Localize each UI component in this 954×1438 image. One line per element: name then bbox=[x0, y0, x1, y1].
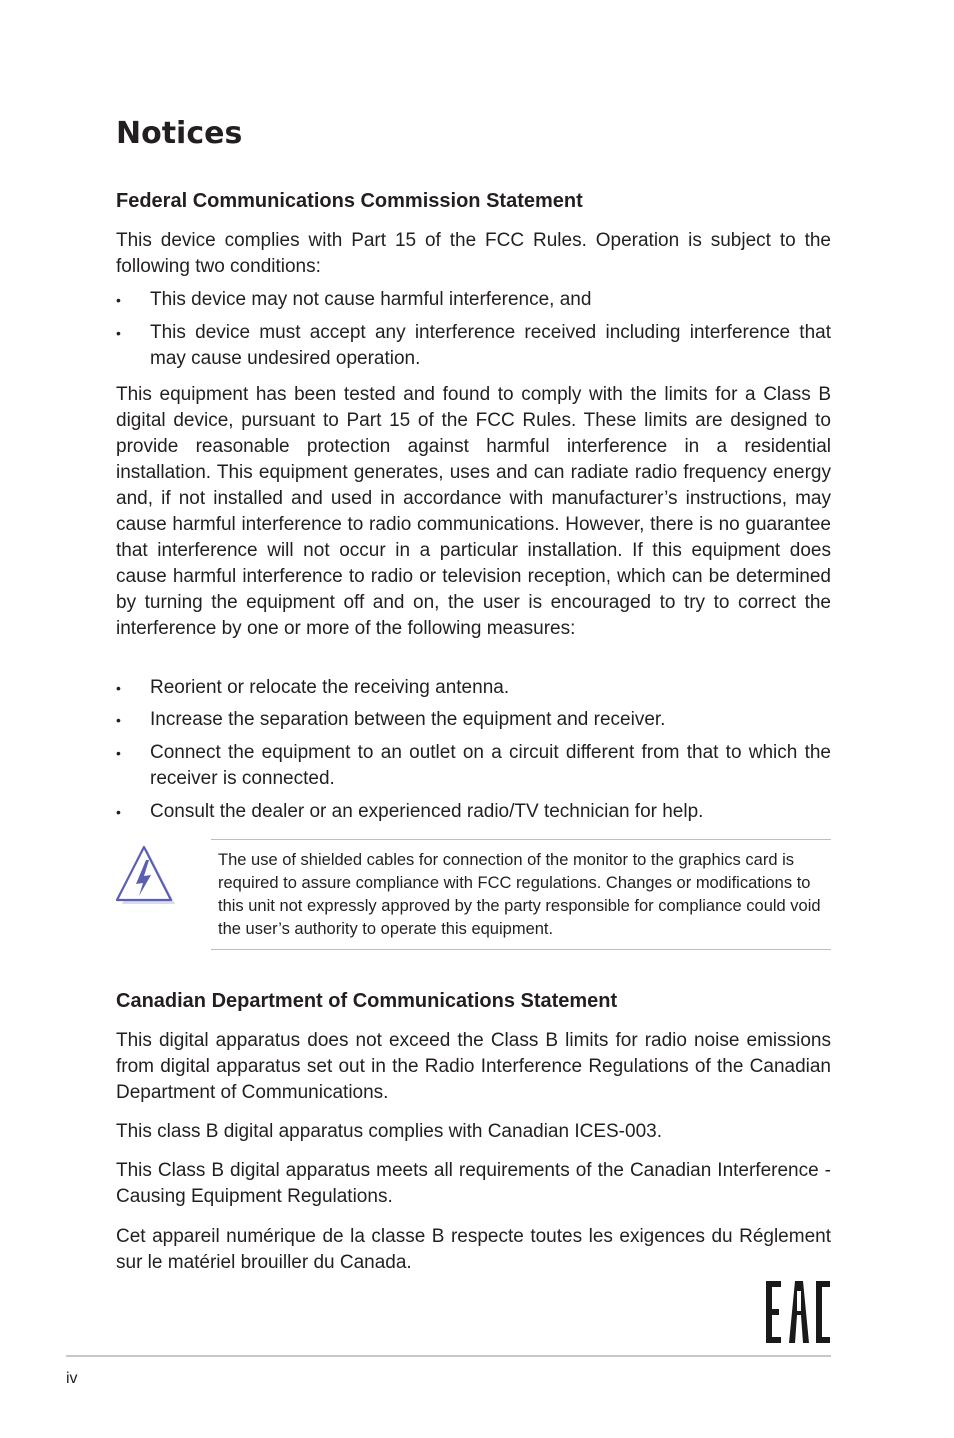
measure-text: Consult the dealer or an experienced radio/TV technician for help. bbox=[150, 801, 704, 822]
list-item bbox=[116, 287, 831, 313]
warning-triangle-lightning-icon bbox=[112, 844, 176, 906]
list-item bbox=[116, 799, 831, 825]
condition-text: This device may not cause harmful interference, and bbox=[150, 289, 592, 310]
eac-certification-mark bbox=[764, 1279, 832, 1345]
canadian-heading: Canadian Department of Communications Statement bbox=[116, 990, 618, 1012]
bullet-icon: • bbox=[116, 745, 121, 761]
footer-rule bbox=[66, 1355, 831, 1357]
warning-note-text: The use of shielded cables for connection of the monitor to the graphics card is required to assure compliance with FCC regulations. Changes or modifications to this unit not expressly approved by the party responsible for compliance could void the user’s authority to operate this equipment. bbox=[218, 851, 821, 938]
fcc-intro: This device complies with Part 15 of the FCC Rules. Operation is subject to the following two conditions: bbox=[116, 230, 831, 277]
bullet-icon: • bbox=[116, 325, 121, 341]
bullet-icon: • bbox=[116, 292, 121, 308]
list-item bbox=[116, 740, 831, 792]
canadian-paragraph: This Class B digital apparatus meets all requirements of the Canadian Interference - Causing Equipment Regulations. bbox=[116, 1160, 831, 1207]
condition-text: This device must accept any interference received including interference that may cause undesired operation. bbox=[150, 322, 831, 369]
list-item bbox=[116, 675, 831, 701]
measure-text: Reorient or relocate the receiving antenna. bbox=[150, 677, 510, 698]
fcc-body: This equipment has been tested and found to comply with the limits for a Class B digital device, pursuant to Part 15 of the FCC Rules. These limits are designed to provide reasonable protection against harmful interference in a residential installation. This equipment generates, uses and can radiate radio frequency energy and, if not installed and used in accordance with manufacturer’s instructions, may cause harmful interference to radio communications. However, there is no guarantee that interference will not occur in a particular installation. If this equipment does cause harmful interference to radio or television reception, which can be determined by turning the equipment off and on, the user is encouraged to try to correct the interference by one or more of the following measures: bbox=[116, 384, 831, 639]
page-number: iv bbox=[66, 1370, 78, 1387]
bullet-icon: • bbox=[116, 680, 121, 696]
canadian-paragraph: Cet appareil numérique de la classe B respecte toutes les exigences du Réglement sur le matériel brouiller du Canada. bbox=[116, 1226, 831, 1273]
fcc-heading: Federal Communications Commission Statement bbox=[116, 190, 583, 212]
bullet-icon: • bbox=[116, 804, 121, 820]
list-item bbox=[116, 320, 831, 372]
measure-text: Increase the separation between the equipment and receiver. bbox=[150, 709, 666, 730]
page-title: Notices bbox=[116, 116, 243, 151]
measure-text: Connect the equipment to an outlet on a circuit different from that to which the receiver is connected. bbox=[150, 742, 831, 789]
warning-note bbox=[211, 839, 831, 950]
canadian-paragraph: This digital apparatus does not exceed the Class B limits for radio noise emissions from digital apparatus set out in the Radio Interference Regulations of the Canadian Department of Communications. bbox=[116, 1030, 831, 1103]
canadian-paragraph: This class B digital apparatus complies with Canadian ICES-003. bbox=[116, 1121, 662, 1142]
list-item bbox=[116, 707, 831, 733]
bullet-icon: • bbox=[116, 712, 121, 728]
